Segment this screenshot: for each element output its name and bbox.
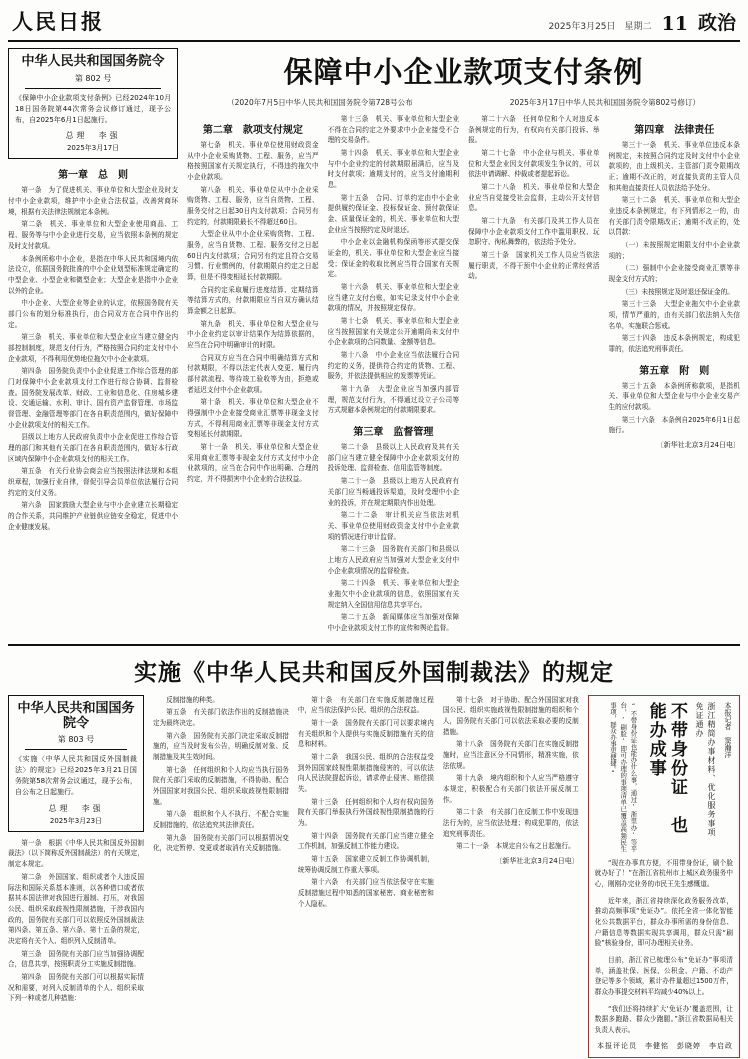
article1-meta [187, 97, 740, 114]
chapter-heading-4: 第四章 法律责任 [634, 125, 715, 136]
article1-col-2 [187, 114, 318, 636]
paragraph: 第十八条 国务院有关部门在实施反制措施时，应当注意区分不同情形，精准实施，依法依规。 [442, 740, 579, 770]
decree-title: 中华人民共和国国务院令 [21, 54, 165, 69]
paragraph: 第十四条 国务院有关部门应当建立健全工作机制，加强反制工作能力建设。 [297, 831, 434, 851]
article2-title: 实施《中华人民共和国反外国制裁法》的规定 [134, 658, 614, 686]
article2-col-3 [298, 695, 434, 912]
paragraph: 第十一条 机关、事业单位和大型企业采用商业汇票等非现金支付方式支付中小企业款项的，应当在合同中作出明确、合理的约定，并不得损害中小企业的合法权益。 [187, 443, 319, 484]
paragraph: 中小企业、大型企业等企业的认定，依照国务院有关部门公布的划分标准执行，由合同双方在合同中作出约定。 [8, 299, 179, 329]
decree-body: 《保障中小企业款项支付条例》已经2024年10月18日国务院第44次常务会议修订通过，现予公布，自2025年6月1日起施行。 [15, 93, 172, 124]
article2-col-4 [443, 695, 579, 866]
paragraph: 反制措施的种类。 [166, 695, 219, 704]
decree-date: 2025年3月23日 [49, 816, 103, 825]
feature-header [595, 702, 733, 852]
decree-body: 《实施〈中华人民共和国反外国制裁法〉的规定》已经2025年3月21日国务院第58次常务会议通过，现予公布，自公布之日起施行。 [15, 755, 137, 796]
paragraph: 第六条 国家鼓励大型企业与中小企业建立长期稳定的合作关系，共同维护产业链供应链安全稳定，促进中小企业健康发展。 [8, 501, 179, 531]
paragraph: 第二十一条 本规定自公布之日起施行。 [456, 842, 575, 851]
article1-main [187, 48, 740, 636]
paragraph: 第十六条 机关、事业单位和大型企业应当建立支付台账，如实记录支付中小企业款项的情况，并按照规定保存。 [327, 283, 460, 313]
article1-columns [187, 114, 740, 636]
decree-date: 2025年3月17日 [66, 144, 120, 153]
chapter-heading-2: 第二章 款项支付规定 [202, 125, 303, 136]
paragraph: 第十条 有关部门在实施反制措施过程中，应当依法保护公民、组织的合法权益。 [297, 695, 434, 715]
article2-source: 〔新华社北京3月24日电〕 [495, 856, 579, 865]
masthead-right [548, 8, 736, 35]
decree-title: 中华人民共和国国务院令 [17, 700, 135, 731]
paragraph: 目前，浙江省已梳理公布“免证办”事项清单，涵盖社保、医保、公积金、户籍、不动产登记等多个领域，累计办件量超过1500万件，群众办事提交材料平均减少40%以上。 [594, 955, 733, 996]
paragraph: 第三十五条 本条例所称款项，是指机关、事业单位和大型企业与中小企业交易产生的应付款项。 [608, 381, 740, 412]
paragraph: （一）未按照规定期限支付中小企业款项的； [608, 241, 740, 260]
paragraph: 第九条 国务院有关部门可以根据情况变化，决定暂停、变更或者取消有关反制措施。 [152, 833, 289, 853]
paragraph: 第五条 有关部门依法作出的反制措施决定为最终决定。 [152, 708, 289, 727]
paragraph: 第十九条 境内组织和个人应当严格遵守本规定，积极配合有关部门依法开展反制工作。 [442, 774, 579, 804]
paragraph: 第七条 任何组织和个人均应当执行国务院有关部门采取的反制措施，不得协助、配合外国国家对我国公民、组织采取歧视性限制措施。 [152, 765, 289, 806]
article-anti-sanctions [8, 654, 740, 1058]
paragraph: 第十三条 任何组织和个人均有权向国务院有关部门举报执行外国歧视性限制措施的行为。 [297, 797, 434, 827]
feature-subtitle: 浙江精简办事材料、优化服务事项 免证通办 [695, 701, 716, 846]
paragraph: 第八条 机关、事业单位从中小企业采购货物、工程、服务，应当自货物、工程、服务交付之日起30日内支付款项；合同另有约定的，付款期限最长不得超过60日。 [187, 185, 319, 226]
paragraph: 第五条 有关行业协会商会应当按照法律法规和本组织章程，加强行业自律，督促引导会员单位依法履行合同约定的支付义务。 [8, 467, 179, 497]
paragraph: “现在办事真方便，不用带身份证，刷个脸就办好了！”在浙江省杭州市上城区政务服务中心，刚刚办完业务的市民王先生感慨道。 [594, 858, 733, 888]
paragraph: 第十九条 大型企业应当加强内部管理，规范支付行为，不得通过设立子公司等方式规避本条例规定的付款期限要求。 [327, 385, 460, 415]
paragraph: 第二十七条 中小企业与机关、事业单位和大型企业因支付款项发生争议的，可以依法申请调解、仲裁或者提起诉讼。 [468, 149, 600, 179]
paragraph: 第一条 为了促进机关、事业单位和大型企业及时支付中小企业款项，维护中小企业合法权益，改善营商环境，根据有关法律法规制定本条例。 [8, 186, 179, 216]
article1-col1-body [8, 185, 178, 532]
paragraph: “我们还将持续扩大‘免证办’覆盖范围，让数据多跑路、群众少跑腿。”浙江省数据局相关负责人表示。 [594, 1004, 733, 1034]
paragraph: 合同双方应当在合同中明确结算方式和付款期限，不得以法定代表人变更、履行内部付款流程、等待竣工验收等为由，拒绝或者延迟支付中小企业款项。 [187, 353, 319, 394]
paragraph: 第十条 机关、事业单位和大型企业不得强制中小企业接受商业汇票等非现金支付方式，不得利用商业汇票等非现金支付方式变相延长付款期限。 [187, 398, 319, 439]
paragraph: 第十四条 机关、事业单位和大型企业与中小企业约定的付款期限届满后，应当及时支付款项；逾期支付的，应当支付逾期利息。 [327, 149, 460, 190]
decree-number: 第 802 号 [74, 73, 112, 83]
feature-box [588, 695, 740, 1058]
paragraph: 第九条 机关、事业单位和大型企业与中小企业约定以审计结果作为结算依据的，应当在合同中明确审计的时限。 [187, 319, 319, 350]
article1-col-3 [328, 114, 459, 636]
feature-quote: “不带身份证也能办什么事，通过‘浙里办’等平台，‘刷脸’即可办理的事项清单已覆盖高频民生事项，群众办事更便捷。” [609, 701, 638, 852]
paragraph: 第三十六条 本条例自2025年6月1日起施行。 [608, 415, 740, 435]
paragraph: 第三条 国务院有关部门应当加强协调配合，信息共享，按照职责分工实施反制措施。 [8, 949, 144, 969]
paragraph: 第十二条 我国公民、组织的合法权益受到外国国家歧视性限制措施侵害的，可以依法向人民法院提起诉讼，请求停止侵害、赔偿损失。 [297, 752, 434, 793]
decree-box-802 [8, 48, 178, 159]
chapter-heading-1: 第一章 总 则 [58, 170, 129, 182]
paragraph: 第二十一条 县级以上地方人民政府有关部门应当畅通投诉渠道，及时受理中小企业的投诉，并在规定期限内作出处理。 [327, 477, 460, 507]
page-number: 11 [661, 12, 688, 35]
decree-signer: 总理 李强 [65, 131, 121, 141]
paragraph: 第一条 根据《中华人民共和国反外国制裁法》（以下简称反外国制裁法）的有关规定，制定本规定。 [8, 838, 144, 869]
decree-signer: 总理 李强 [48, 803, 104, 813]
paragraph: 合同约定采取履行进度结算、定期结算等结算方式的，付款期限应当自双方确认结算金额之日起算。 [187, 285, 319, 316]
paragraph: 第十八条 中小企业应当依法履行合同约定的义务，提供符合约定的货物、工程、服务，并依法提供相应的发票等凭证。 [327, 351, 460, 381]
paragraph: 第十五条 合同、订单约定由中小企业提供履约保证金、投标保证金、预付款保证金、质量保证金的，机关、事业单位和大型企业应当按照约定及时退还。 [327, 193, 460, 234]
paragraph: 第十七条 机关、事业单位和大型企业应当按照国家有关规定公开逾期尚未支付中小企业款项的合同数量、金额等信息。 [327, 317, 460, 347]
article2-col-2 [153, 695, 289, 856]
paragraph: 第二十八条 机关、事业单位和大型企业应当自觉接受社会监督，主动公开支付信息。 [468, 183, 600, 213]
paragraph: 第三十一条 机关、事业单位违反本条例规定，未按照合同约定及时支付中小企业款项的，由上级机关、主管部门责令限期改正；逾期不改正的，对直接负责的主管人员和其他直接责任人员依法给予处分。 [608, 141, 740, 192]
decree-box-803 [8, 695, 144, 832]
section-divider [8, 644, 740, 646]
paragraph: 第三条 机关、事业单位和大型企业应当建立健全内部控制制度，规范支付行为，严格按照合同约定支付中小企业款项，不得利用优势地位拖欠中小企业款项。 [8, 333, 179, 363]
feature-title: 不带身份证 也能办成事 [645, 701, 687, 835]
article1-col-1 [8, 48, 178, 534]
feature-credits: 本报评论员 李健铭 彭晓婷 李启政 [597, 1041, 733, 1050]
paragraph: 第二十五条 新闻媒体应当加强对保障中小企业款项支付工作的宣传和舆论监督。 [327, 613, 460, 632]
article2-col-1 [8, 695, 144, 1006]
paragraph: 第二十条 有关部门在反制工作中发现违法行为的，应当依法处理；构成犯罪的，依法追究刑事责任。 [442, 808, 579, 838]
feature-column [588, 695, 740, 1058]
paragraph: 第三十二条 机关、事业单位和大型企业违反本条例规定，有下列情形之一的，由有关部门责令限期改正；逾期不改正的，处以罚款： [608, 196, 740, 237]
newspaper-logo: 人民日报 [12, 9, 104, 34]
paragraph: 第二十四条 机关、事业单位和大型企业拖欠中小企业款项的信息，依照国家有关规定纳入全国信用信息共享平台。 [327, 579, 460, 609]
paragraph: 第十三条 机关、事业单位和大型企业不得在合同约定之外要求中小企业接受不合理的交易条件。 [327, 115, 460, 145]
article1-col-5 [609, 114, 740, 636]
paragraph: 中小企业以金融机构保函等形式提交保证金的，机关、事业单位和大型企业应当接受；保证金的收取比例应当符合国家有关规定。 [327, 238, 460, 279]
paragraph: 第三十三条 大型企业拖欠中小企业款项，情节严重的，由有关部门依法纳入失信名单，实施联合惩戒。 [608, 300, 740, 330]
paragraph: 县级以上地方人民政府负责中小企业促进工作综合管理的部门和其他有关部门在各自职责范围内，做好本行政区域内保障中小企业款项支付的相关工作。 [8, 433, 179, 463]
article-payment-regulation [8, 42, 740, 636]
decree-divider [25, 88, 161, 89]
paragraph: 第十七条 对于协助、配合外国国家对我国公民、组织实施歧视性限制措施的组织和个人，国务院有关部门可以依法采取必要的反制措施。 [442, 695, 579, 736]
article1-col-4 [468, 114, 599, 636]
paragraph: 第四条 国务院有关部门可以根据实际情况和需要，对列入反制清单的个人、组织采取下列一种或者几种措施： [8, 972, 144, 1003]
paragraph: 第二十六条 任何单位和个人对违反本条例规定的行为，有权向有关部门投诉、举报。 [468, 115, 600, 145]
paragraph: 第二条 外国国家、组织或者个人违反国际法和国际关系基本准则，以各种借口或者依据其本国法律对我国进行遏制、打压，对我国公民、组织采取歧视性限制措施，干涉我国内政的，国务院有关部门可以依照反外国制裁法第四条、第五条、第六条、第十五条的规定，决定将有关个人、组织列入反制清单。 [8, 872, 144, 945]
paragraph: 第二十条 县级以上人民政府及其有关部门应当建立健全保障中小企业款项支付的投诉处理、监督检查、信用监管等制度。 [327, 443, 460, 473]
article1-title: 保障中小企业款项支付条例 [283, 55, 644, 89]
paragraph: 第四条 国务院负责中小企业促进工作综合管理的部门对保障中小企业款项支付工作进行综合协调、监督检查。国务院发展改革、财政、工业和信息化、住房城乡建设、交通运输、水利、审计、国有资产监督管理、市场监督管理、金融管理等部门在各自职责范围内，做好保障中小企业款项支付的相关工作。 [8, 367, 179, 429]
paragraph: 第三十四条 违反本条例规定，构成犯罪的，依法追究刑事责任。 [608, 334, 740, 354]
paragraph: 第二十九条 有关部门及其工作人员在保障中小企业款项支付工作中滥用职权、玩忽职守、徇私舞弊的，依法给予处分。 [468, 217, 600, 247]
paragraph: 近年来，浙江省持续深化政务服务改革，推动高频事项“免证办”。依托全省一体化智能化公共数据平台，群众办事所需的身份信息、户籍信息等数据实现共享调用，群众只需“刷脸”核验身份，即可办理相关业务。 [594, 896, 733, 948]
paragraph: 第二条 机关、事业单位和大型企业使用商品、工程、服务等与中小企业进行交易，应当依照本条例的规定及时支付款项。 [8, 220, 179, 250]
paragraph: 第六条 国务院有关部门决定采取反制措施的，应当及时发布公告，明确反制对象、反制措施及其生效时间。 [152, 731, 289, 761]
chapter-heading-3: 第三章 监督管理 [353, 427, 434, 439]
paragraph: 第七条 机关、事业单位使用财政资金从中小企业采购货物、工程、服务，应当严格按照国家有关规定执行，不得违约拖欠中小企业款项。 [187, 141, 319, 182]
chapter-heading-5: 第五章 附 则 [639, 365, 710, 377]
paragraph: 本条例所称中小企业，是指在中华人民共和国境内依法设立，依据国务院批准的中小企业划型标准规定确定的中型企业、小型企业和微型企业；大型企业是指中小企业以外的企业。 [8, 254, 179, 295]
paragraph: 第二十二条 审计机关应当依法对机关、事业单位使用财政资金支付中小企业款项的情况进行审计监督。 [327, 511, 460, 541]
paragraph: 第十一条 国务院有关部门可以要求境内有关组织和个人提供与实施反制措施有关的信息和材料。 [297, 718, 434, 749]
paragraph: 第八条 组织和个人不执行、不配合实施反制措施的，依法追究其法律责任。 [152, 810, 289, 829]
paragraph: 第二十三条 国务院有关部门和县级以上地方人民政府应当加强对大型企业支付中小企业款项情况的监督检查。 [327, 545, 460, 575]
paragraph: 大型企业从中小企业采购货物、工程、服务，应当自货物、工程、服务交付之日起60日内支付款项；合同另有约定且符合交易习惯、行业惯例的，付款期限自约定之日起算，但是不得变相延长付款期限。 [187, 230, 319, 282]
decree-number: 第 803 号 [57, 735, 95, 745]
paragraph: 第十五条 国家建立反制工作协调机制，统筹协调反制工作重大事项。 [297, 854, 434, 874]
paragraph: 第三十条 国家机关工作人员应当依法履行职责，不得干预中小企业的正常经营活动。 [468, 251, 600, 281]
section-name: 政治 [697, 11, 736, 34]
paragraph: （三）未按照规定及时退还保证金的。 [621, 287, 734, 296]
decree-divider [25, 749, 127, 750]
masthead [8, 0, 740, 42]
paragraph: （二）强制中小企业接受商业汇票等非现金支付方式的； [608, 264, 740, 284]
paragraph: 第十六条 有关部门应当依法保守在实施反制措施过程中知悉的国家秘密、商业秘密和个人隐私。 [297, 878, 434, 908]
feature-byline: 本报记者 窦瀚洋 [724, 701, 732, 758]
article1-source: 〔新华社北京3月24日电〕 [656, 441, 740, 450]
article1-meta-right: 2025年3月17日中华人民共和国国务院令第802号修订） [509, 98, 700, 107]
masthead-date: 2025年3月25日 星期二 [548, 21, 652, 32]
article1-meta-left: （2020年7月5日中华人民共和国国务院令第728号公布 [227, 98, 413, 107]
